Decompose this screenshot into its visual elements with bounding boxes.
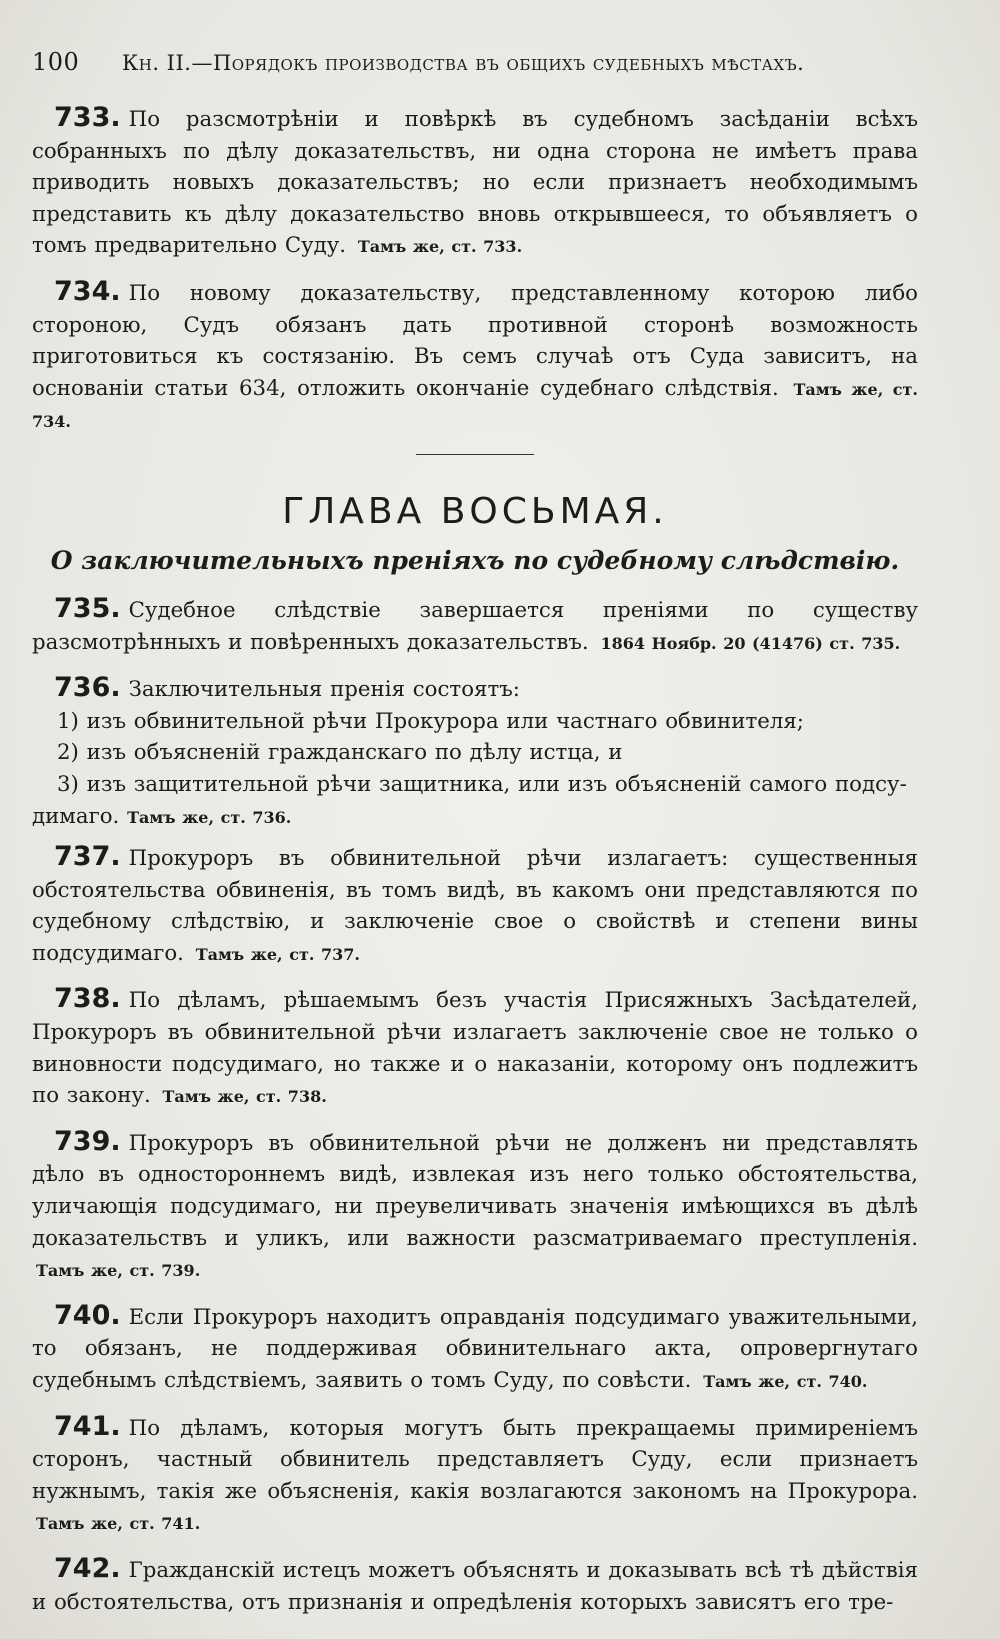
page-number: 100 [32, 48, 80, 76]
article-736 [32, 672, 918, 833]
running-title: Кн. II.—Порядокъ производства въ общихъ судебныхъ мѣстахъ. [122, 51, 805, 75]
article-number: 741. [54, 1410, 121, 1442]
section-divider [416, 454, 534, 455]
chapter-title: ГЛАВА ВОСЬМАЯ. [282, 490, 668, 532]
article-reference: Тамъ же, ст. 739. [36, 1261, 201, 1281]
list-item-continuation: димаго. [32, 803, 120, 829]
article-733 [32, 102, 918, 263]
article-number: 742. [54, 1552, 121, 1584]
article-number: 733. [54, 102, 121, 133]
article-text: По новому доказательству, представленному которою либо стороною, Судъ обязанъ дать противной сторонѣ возможность приготовиться къ состязанію. Въ семъ случаѣ отъ Суда зависитъ, на основаніи статьи 634, отложить окончаніе судебнаго слѣдствія. [32, 280, 918, 401]
article-text: По дѣламъ, которыя могутъ быть прекращаемы примиреніемъ сторонъ, частный обвинитель представляетъ Суду, если признаетъ нужнымъ, такія же объясненія, какія возлагаются закономъ на Прокурора. [32, 1415, 918, 1504]
article-number: 737. [54, 841, 121, 873]
article-738 [32, 983, 918, 1112]
article-text: Судебное слѣдствіе завершается преніями по существу разсмотрѣнныхъ и повѣренныхъ доказательствъ. [32, 597, 918, 655]
article-741 [32, 1411, 918, 1540]
article-735 [32, 593, 918, 659]
article-text: Прокуроръ въ обвинительной рѣчи излагаетъ: существенныя обстоятельства обвиненія, въ томъ видѣ, въ какомъ они представляются по судебному слѣдствію, и заключеніе свое о свойствѣ и степени вины подсудимаго. [32, 846, 918, 966]
article-739 [32, 1126, 918, 1287]
article-number: 734. [54, 275, 121, 307]
list-item: 3) изъ защитительной рѣчи защитника, или изъ объясненій самого подсу- [57, 771, 907, 797]
list-item: 2) изъ объясненій гражданскаго по дѣлу истца, и [57, 740, 623, 766]
article-number: 738. [54, 983, 121, 1015]
article-reference: Тамъ же, ст. 738. [162, 1087, 327, 1107]
article-text: Прокуроръ въ обвинительной рѣчи не долженъ ни представлять дѣло въ одностороннемъ видѣ, извлекая изъ него только обстоятельства, уличающія подсудимаго, ни преувеличивать значенія имѣющихся въ дѣлѣ доказательствъ и уликъ, или важности разсматриваемаго преступленія. [32, 1130, 918, 1251]
article-reference: Тамъ же, ст. 734. [32, 379, 918, 432]
article-number: 740. [54, 1299, 121, 1331]
article-intro: Заключительныя пренія состоятъ: [128, 677, 520, 703]
article-737 [32, 841, 918, 970]
article-text: По дѣламъ, рѣшаемымъ безъ участія Присяжныхъ Засѣдателей, Прокуроръ въ обвинительной рѣчи излагаетъ заключеніе свое не только о виновности подсудимаго, но также и о наказаніи, которому онъ подлежитъ по закону. [32, 988, 918, 1109]
article-text: Если Прокуроръ находитъ оправданія подсудимаго уважительными, то обязанъ, не поддерживая обвинительнаго акта, опровергнутаго судебнымъ слѣдствіемъ, заявить о томъ Суду, по совѣсти. [32, 1304, 918, 1393]
article-reference: Тамъ же, ст. 736. [127, 807, 292, 827]
article-number: 739. [54, 1125, 121, 1157]
article-740 [32, 1300, 918, 1398]
article-number: 736. [54, 672, 121, 704]
chapter-subtitle: О заключительныхъ преніяхъ по судебному слѣдствію. [50, 545, 900, 575]
article-text: Гражданскій истецъ можетъ объяснять и доказывать всѣ тѣ дѣйствія и обстоятельства, отъ признанія и опредѣленія которыхъ зависятъ его тре- [32, 1557, 918, 1615]
article-reference: Тамъ же, ст. 737. [195, 944, 360, 964]
article-reference: Тамъ же, ст. 740. [703, 1372, 868, 1391]
article-742 [32, 1553, 918, 1618]
list-item: 1) изъ обвинительной рѣчи Прокурора или частнаго обвинителя; [57, 708, 804, 734]
article-reference: Тамъ же, ст. 733. [357, 237, 523, 257]
article-reference: 1864 Ноябр. 20 (41476) ст. 735. [600, 633, 901, 653]
article-reference: Тамъ же, ст. 741. [36, 1514, 201, 1534]
article-text: По разсмотрѣніи и повѣркѣ въ судебномъ засѣданіи всѣхъ собранныхъ по дѣлу доказательствъ, ни одна сторона не имѣетъ права приводить новыхъ доказательствъ; но если признаетъ необходимымъ представить къ дѣлу доказательство вновь открывшееся, то объявляетъ о томъ предварительно Суду. [32, 107, 918, 259]
running-head [32, 48, 918, 76]
article-734 [32, 276, 918, 438]
article-number: 735. [54, 592, 121, 624]
